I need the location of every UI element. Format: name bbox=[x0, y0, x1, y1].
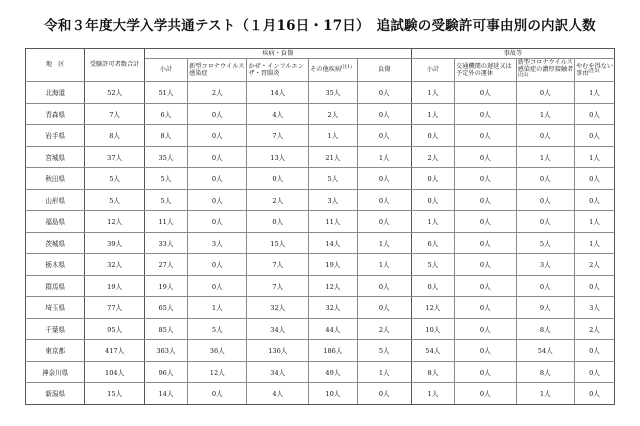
covid-cell: 0人 bbox=[188, 254, 247, 276]
injury-cell: 0人 bbox=[357, 275, 411, 297]
transport-cell: 0人 bbox=[455, 340, 517, 362]
table-body bbox=[26, 82, 615, 405]
transport-cell: 0人 bbox=[455, 383, 517, 405]
accident-subtotal-cell: 1人 bbox=[411, 211, 454, 233]
transport-header: 交通機関の遅延又は予定外の運休 bbox=[455, 59, 517, 82]
other-illness-cell: 14人 bbox=[309, 232, 358, 254]
unavoidable-cell: 0人 bbox=[574, 168, 614, 190]
transport-cell: 0人 bbox=[455, 211, 517, 233]
unavoidable-cell: 0人 bbox=[574, 125, 614, 147]
other-illness-cell: 44人 bbox=[309, 318, 358, 340]
close-contact-cell: 0人 bbox=[516, 125, 574, 147]
region-cell: 神奈川県 bbox=[26, 361, 85, 383]
total-cell: 417人 bbox=[85, 340, 144, 362]
other-illness-cell: 1人 bbox=[309, 125, 358, 147]
close-contact-cell: 3人 bbox=[516, 254, 574, 276]
accident-subtotal-header: 小計 bbox=[411, 59, 454, 82]
total-column-header: 受験許可者数合計 bbox=[85, 49, 144, 82]
flu-cell: 0人 bbox=[247, 168, 309, 190]
region-cell: 東京都 bbox=[26, 340, 85, 362]
illness-subtotal-cell: 8人 bbox=[144, 125, 187, 147]
unavoidable-cell: 0人 bbox=[574, 189, 614, 211]
close-contact-cell: 0人 bbox=[516, 168, 574, 190]
close-contact-cell: 0人 bbox=[516, 82, 574, 104]
illness-subtotal-cell: 11人 bbox=[144, 211, 187, 233]
other-illness-label: その他疾病 bbox=[310, 66, 342, 74]
illness-subtotal-cell: 5人 bbox=[144, 189, 187, 211]
injury-cell: 5人 bbox=[357, 340, 411, 362]
region-cell: 埼玉県 bbox=[26, 297, 85, 319]
flu-cell: 4人 bbox=[247, 103, 309, 125]
close-contact-cell: 1人 bbox=[516, 383, 574, 405]
covid-cell: 5人 bbox=[188, 318, 247, 340]
table-header bbox=[26, 49, 615, 82]
note-1: (注1) bbox=[341, 65, 352, 71]
close-contact-cell: 8人 bbox=[516, 361, 574, 383]
unavoidable-cell: 0人 bbox=[574, 361, 614, 383]
table-row bbox=[26, 275, 615, 297]
total-cell: 7人 bbox=[85, 103, 144, 125]
transport-cell: 0人 bbox=[455, 146, 517, 168]
close-contact-cell: 0人 bbox=[516, 275, 574, 297]
accident-subtotal-cell: 0人 bbox=[411, 168, 454, 190]
flu-cell: 7人 bbox=[247, 125, 309, 147]
injury-cell: 1人 bbox=[357, 232, 411, 254]
other-illness-cell: 21人 bbox=[309, 146, 358, 168]
region-cell: 茨城県 bbox=[26, 232, 85, 254]
page-title: 令和３年度大学入学共通テスト（１月16日・17日） 追試験の受験許可事由別の内訳人数 bbox=[44, 18, 596, 34]
accident-subtotal-cell: 6人 bbox=[411, 232, 454, 254]
covid-cell: 36人 bbox=[188, 340, 247, 362]
total-cell: 12人 bbox=[85, 211, 144, 233]
other-illness-cell: 5人 bbox=[309, 168, 358, 190]
covid-cell: 3人 bbox=[188, 232, 247, 254]
other-illness-cell: 186人 bbox=[309, 340, 358, 362]
region-cell: 青森県 bbox=[26, 103, 85, 125]
unavoidable-cell: 1人 bbox=[574, 211, 614, 233]
note-2: (注2) bbox=[517, 72, 529, 78]
unavoidable-label: やむを得ない事由 bbox=[575, 62, 614, 78]
region-cell: 群馬県 bbox=[26, 275, 85, 297]
covid-header: 新型コロナウイルス感染症 bbox=[188, 59, 247, 82]
flu-cell: 32人 bbox=[247, 297, 309, 319]
region-cell: 新潟県 bbox=[26, 383, 85, 405]
other-illness-cell: 3人 bbox=[309, 189, 358, 211]
total-cell: 52人 bbox=[85, 82, 144, 104]
unavoidable-cell: 1人 bbox=[574, 232, 614, 254]
injury-cell: 0人 bbox=[357, 383, 411, 405]
flu-cell: 7人 bbox=[247, 254, 309, 276]
unavoidable-cell: 0人 bbox=[574, 275, 614, 297]
accident-subtotal-cell: 8人 bbox=[411, 361, 454, 383]
covid-cell: 0人 bbox=[188, 125, 247, 147]
breakdown-table bbox=[25, 48, 615, 405]
accident-subtotal-cell: 12人 bbox=[411, 297, 454, 319]
accident-subtotal-cell: 2人 bbox=[411, 146, 454, 168]
injury-cell: 0人 bbox=[357, 125, 411, 147]
illness-subtotal-cell: 27人 bbox=[144, 254, 187, 276]
flu-cell: 14人 bbox=[247, 82, 309, 104]
flu-header: かぜ・インフルエンザ・胃腸炎 bbox=[247, 59, 309, 82]
unavoidable-header bbox=[574, 59, 614, 82]
illness-subtotal-cell: 96人 bbox=[144, 361, 187, 383]
transport-cell: 0人 bbox=[455, 103, 517, 125]
total-cell: 15人 bbox=[85, 383, 144, 405]
close-contact-cell: 8人 bbox=[516, 318, 574, 340]
close-contact-cell: 0人 bbox=[516, 211, 574, 233]
table-row bbox=[26, 361, 615, 383]
illness-subtotal-cell: 33人 bbox=[144, 232, 187, 254]
transport-cell: 0人 bbox=[455, 297, 517, 319]
note-3: (注3) bbox=[588, 69, 600, 75]
other-illness-cell: 32人 bbox=[309, 297, 358, 319]
accident-subtotal-cell: 0人 bbox=[411, 125, 454, 147]
close-contact-cell: 0人 bbox=[516, 189, 574, 211]
accident-subtotal-cell: 0人 bbox=[411, 275, 454, 297]
other-illness-cell: 2人 bbox=[309, 103, 358, 125]
region-cell: 宮城県 bbox=[26, 146, 85, 168]
covid-cell: 0人 bbox=[188, 189, 247, 211]
covid-cell: 0人 bbox=[188, 211, 247, 233]
other-illness-cell: 49人 bbox=[309, 361, 358, 383]
other-illness-cell: 19人 bbox=[309, 254, 358, 276]
other-illness-cell: 12人 bbox=[309, 275, 358, 297]
total-cell: 37人 bbox=[85, 146, 144, 168]
unavoidable-cell: 1人 bbox=[574, 146, 614, 168]
accident-subtotal-cell: 1人 bbox=[411, 82, 454, 104]
unavoidable-cell: 2人 bbox=[574, 318, 614, 340]
illness-subtotal-cell: 35人 bbox=[144, 146, 187, 168]
illness-subtotal-cell: 85人 bbox=[144, 318, 187, 340]
transport-cell: 0人 bbox=[455, 318, 517, 340]
unavoidable-cell: 0人 bbox=[574, 383, 614, 405]
total-cell: 95人 bbox=[85, 318, 144, 340]
illness-subtotal-cell: 363人 bbox=[144, 340, 187, 362]
accident-group-header: 事故等 bbox=[411, 49, 614, 59]
region-cell: 北海道 bbox=[26, 82, 85, 104]
unavoidable-cell: 0人 bbox=[574, 340, 614, 362]
unavoidable-cell: 0人 bbox=[574, 103, 614, 125]
transport-cell: 0人 bbox=[455, 254, 517, 276]
accident-subtotal-cell: 1人 bbox=[411, 103, 454, 125]
illness-subtotal-cell: 51人 bbox=[144, 82, 187, 104]
total-cell: 5人 bbox=[85, 189, 144, 211]
table-row bbox=[26, 254, 615, 276]
transport-cell: 0人 bbox=[455, 232, 517, 254]
transport-cell: 0人 bbox=[455, 168, 517, 190]
transport-cell: 0人 bbox=[455, 125, 517, 147]
covid-cell: 2人 bbox=[188, 82, 247, 104]
injury-cell: 0人 bbox=[357, 82, 411, 104]
illness-subtotal-cell: 14人 bbox=[144, 383, 187, 405]
transport-cell: 0人 bbox=[455, 361, 517, 383]
covid-cell: 0人 bbox=[188, 146, 247, 168]
flu-cell: 2人 bbox=[247, 189, 309, 211]
accident-subtotal-cell: 10人 bbox=[411, 318, 454, 340]
accident-subtotal-cell: 1人 bbox=[411, 383, 454, 405]
unavoidable-cell: 2人 bbox=[574, 254, 614, 276]
injury-cell: 0人 bbox=[357, 189, 411, 211]
close-contact-cell: 5人 bbox=[516, 232, 574, 254]
flu-cell: 13人 bbox=[247, 146, 309, 168]
total-cell: 19人 bbox=[85, 275, 144, 297]
table-row bbox=[26, 168, 615, 190]
flu-cell: 4人 bbox=[247, 383, 309, 405]
total-cell: 8人 bbox=[85, 125, 144, 147]
table-row bbox=[26, 297, 615, 319]
table-row bbox=[26, 211, 615, 233]
covid-cell: 0人 bbox=[188, 383, 247, 405]
other-illness-cell: 35人 bbox=[309, 82, 358, 104]
table-row bbox=[26, 146, 615, 168]
injury-cell: 0人 bbox=[357, 168, 411, 190]
injury-header: 負傷 bbox=[357, 59, 411, 82]
injury-cell: 0人 bbox=[357, 103, 411, 125]
injury-cell: 2人 bbox=[357, 318, 411, 340]
injury-cell: 1人 bbox=[357, 146, 411, 168]
table-row bbox=[26, 125, 615, 147]
illness-subtotal-cell: 5人 bbox=[144, 168, 187, 190]
total-cell: 39人 bbox=[85, 232, 144, 254]
region-column-header: 地 区 bbox=[26, 49, 85, 82]
accident-subtotal-cell: 0人 bbox=[411, 189, 454, 211]
table-row bbox=[26, 318, 615, 340]
injury-cell: 1人 bbox=[357, 254, 411, 276]
other-illness-header bbox=[309, 59, 358, 82]
region-cell: 秋田県 bbox=[26, 168, 85, 190]
flu-cell: 0人 bbox=[247, 211, 309, 233]
table-row bbox=[26, 232, 615, 254]
close-contact-cell: 1人 bbox=[516, 103, 574, 125]
flu-cell: 15人 bbox=[247, 232, 309, 254]
transport-cell: 0人 bbox=[455, 189, 517, 211]
close-contact-cell: 1人 bbox=[516, 146, 574, 168]
flu-cell: 136人 bbox=[247, 340, 309, 362]
total-cell: 104人 bbox=[85, 361, 144, 383]
covid-cell: 12人 bbox=[188, 361, 247, 383]
covid-cell: 0人 bbox=[188, 168, 247, 190]
accident-subtotal-cell: 5人 bbox=[411, 254, 454, 276]
region-cell: 山形県 bbox=[26, 189, 85, 211]
illness-subtotal-header: 小計 bbox=[144, 59, 187, 82]
table-row bbox=[26, 383, 615, 405]
unavoidable-cell: 1人 bbox=[574, 82, 614, 104]
covid-cell: 1人 bbox=[188, 297, 247, 319]
illness-subtotal-cell: 19人 bbox=[144, 275, 187, 297]
region-cell: 岩手県 bbox=[26, 125, 85, 147]
close-contact-label: 新型コロナウイルス感染症の濃厚接触者 bbox=[517, 59, 574, 74]
illness-subtotal-cell: 65人 bbox=[144, 297, 187, 319]
total-cell: 5人 bbox=[85, 168, 144, 190]
injury-cell: 0人 bbox=[357, 297, 411, 319]
flu-cell: 7人 bbox=[247, 275, 309, 297]
illness-group-header: 疾病・負傷 bbox=[144, 49, 411, 59]
table-row bbox=[26, 340, 615, 362]
covid-cell: 0人 bbox=[188, 103, 247, 125]
table-row bbox=[26, 82, 615, 104]
close-contact-header bbox=[516, 59, 574, 82]
injury-cell: 0人 bbox=[357, 211, 411, 233]
table-row bbox=[26, 103, 615, 125]
accident-subtotal-cell: 54人 bbox=[411, 340, 454, 362]
total-cell: 77人 bbox=[85, 297, 144, 319]
total-cell: 32人 bbox=[85, 254, 144, 276]
region-cell: 千葉県 bbox=[26, 318, 85, 340]
injury-cell: 1人 bbox=[357, 361, 411, 383]
region-cell: 栃木県 bbox=[26, 254, 85, 276]
unavoidable-cell: 3人 bbox=[574, 297, 614, 319]
covid-cell: 0人 bbox=[188, 275, 247, 297]
flu-cell: 34人 bbox=[247, 318, 309, 340]
region-cell: 福島県 bbox=[26, 211, 85, 233]
table-row bbox=[26, 189, 615, 211]
transport-cell: 0人 bbox=[455, 82, 517, 104]
close-contact-cell: 54人 bbox=[516, 340, 574, 362]
transport-cell: 0人 bbox=[455, 275, 517, 297]
other-illness-cell: 10人 bbox=[309, 383, 358, 405]
other-illness-cell: 11人 bbox=[309, 211, 358, 233]
flu-cell: 34人 bbox=[247, 361, 309, 383]
illness-subtotal-cell: 6人 bbox=[144, 103, 187, 125]
close-contact-cell: 9人 bbox=[516, 297, 574, 319]
